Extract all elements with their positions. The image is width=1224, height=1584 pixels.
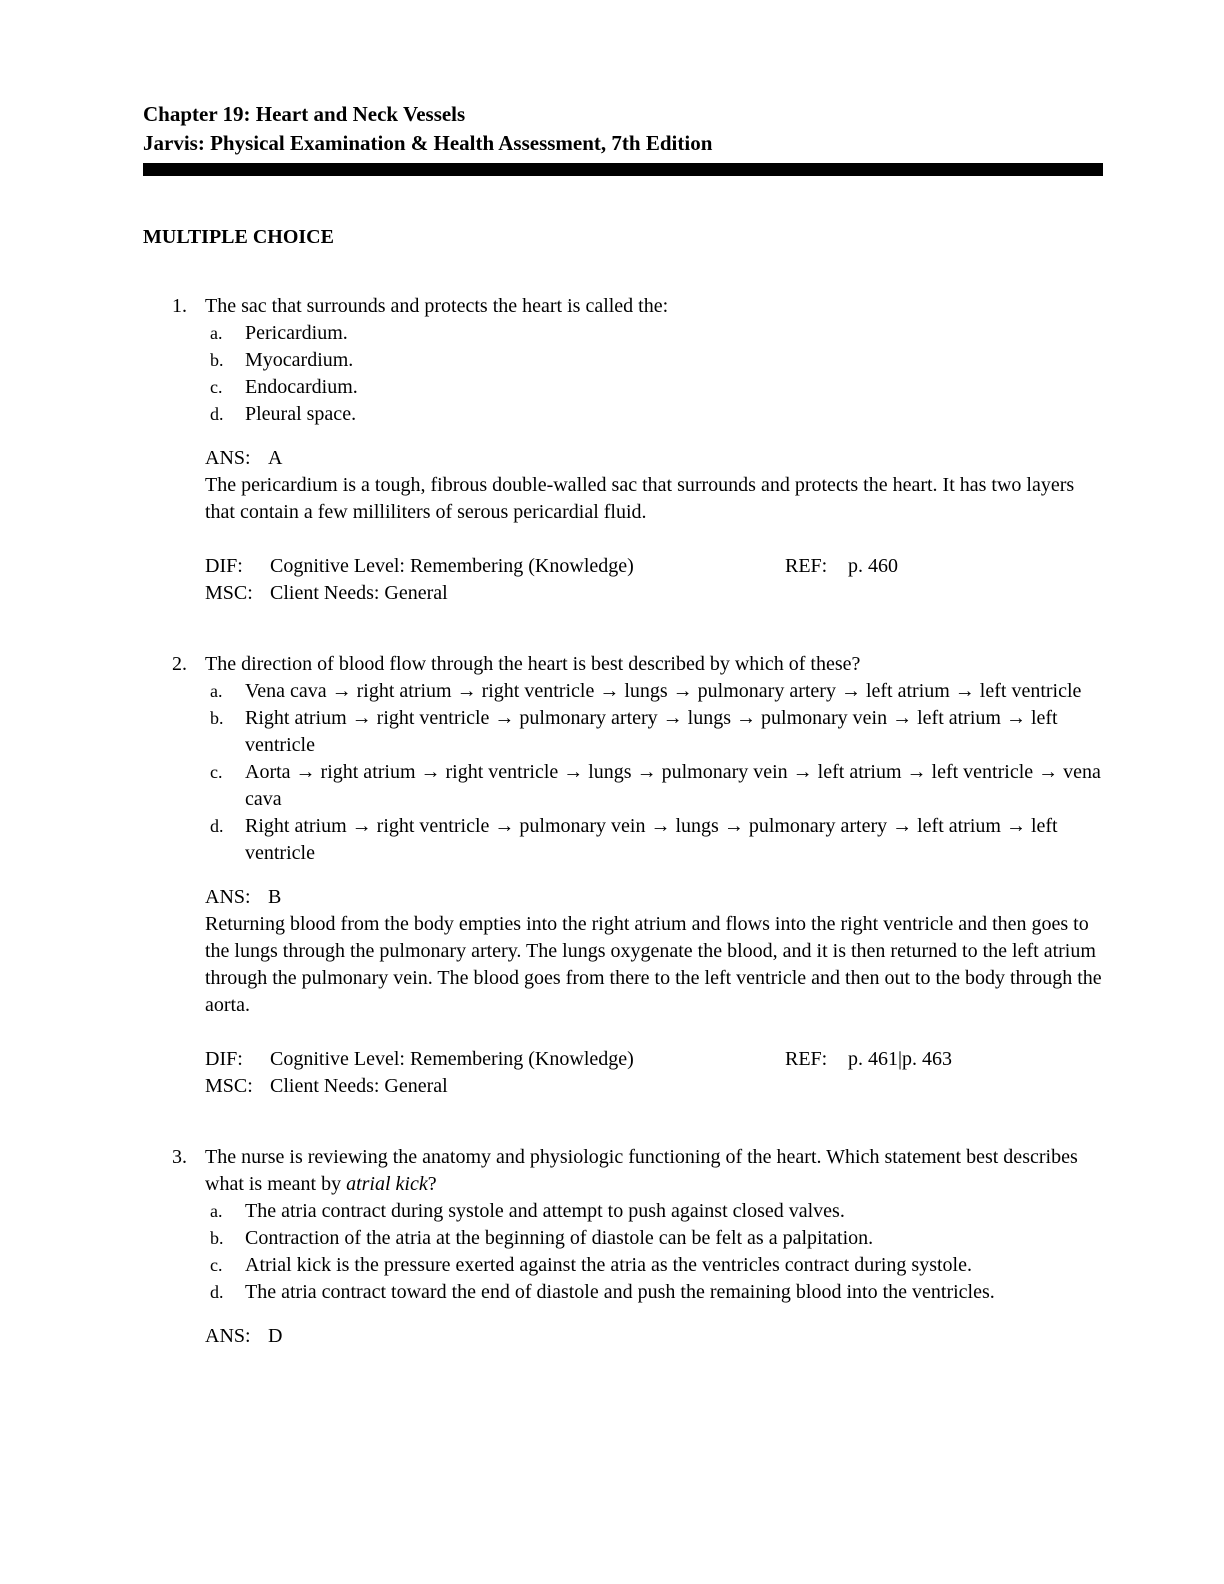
question-3: [143, 1144, 1103, 1350]
option-letter: a.: [210, 681, 223, 701]
header-divider: [143, 163, 1103, 176]
option-letter: c.: [210, 762, 223, 782]
option-letter: b.: [210, 708, 224, 728]
question-meta: [205, 553, 1103, 607]
answer-value: D: [268, 1325, 283, 1347]
option-text: Aorta → right atrium → right ventricle → lungs → pulmonary vein → left atrium → left ventricle → vena cava: [245, 761, 1101, 810]
option-b: [210, 1225, 1103, 1252]
question-number: 3.: [172, 1146, 187, 1168]
option-letter: a.: [210, 323, 223, 343]
option-a: [210, 320, 1103, 347]
rationale-text: Returning blood from the body empties into the right atrium and flows into the right ventricle and then goes to the lungs through the pulmonary artery. The lungs oxygenate the blood, and it is then returned to the left atrium through the pulmonary vein. The blood goes from there to the left ventricle and then out to the body through the aorta.: [205, 913, 1102, 1016]
dif-value: Cognitive Level: Remembering (Knowledge): [270, 555, 634, 577]
question-stem: The direction of blood flow through the heart is best described by which of these?: [205, 653, 861, 675]
question-number: 1.: [172, 295, 187, 317]
answer-line: [205, 1323, 1103, 1350]
section-title: MULTIPLE CHOICE: [143, 226, 334, 248]
option-text: The atria contract during systole and attempt to push against closed valves.: [245, 1200, 845, 1222]
option-letter: d.: [210, 404, 224, 424]
option-d: [210, 401, 1103, 428]
dif-value: Cognitive Level: Remembering (Knowledge): [270, 1048, 634, 1070]
question-2: [143, 651, 1103, 1100]
question-stem-row: [143, 1144, 1103, 1198]
option-letter: c.: [210, 377, 223, 397]
option-letter: d.: [210, 1282, 224, 1302]
answer-line: [205, 445, 1103, 472]
question-number: 2.: [172, 653, 187, 675]
answer-value: B: [268, 886, 282, 908]
option-letter: b.: [210, 350, 224, 370]
options-list: [210, 1198, 1103, 1306]
option-text: Pericardium.: [245, 322, 348, 344]
ref-value: p. 460: [848, 555, 898, 577]
book-title: Jarvis: Physical Examination & Health Assessment, 7th Edition: [143, 131, 713, 155]
ref-label: REF:: [785, 1048, 828, 1070]
msc-value: Client Needs: General: [270, 582, 448, 604]
option-text: Atrial kick is the pressure exerted against the atria as the ventricles contract during systole.: [245, 1254, 972, 1276]
msc-row: [205, 580, 1103, 607]
document-header: [143, 100, 1103, 176]
msc-label: MSC:: [205, 1075, 253, 1097]
option-text: Myocardium.: [245, 349, 354, 371]
option-text: Vena cava → right atrium → right ventricle → lungs → pulmonary artery → left atrium → left ventricle: [245, 680, 1082, 702]
option-letter: a.: [210, 1201, 223, 1221]
stem-text: The nurse is reviewing the anatomy and physiologic functioning of the heart. Which statement best describes what is meant by: [205, 1146, 1078, 1195]
option-c: [210, 759, 1103, 813]
option-a: [210, 1198, 1103, 1225]
answer-block: [205, 445, 1103, 526]
msc-value: Client Needs: General: [270, 1075, 448, 1097]
chapter-title: Chapter 19: Heart and Neck Vessels: [143, 102, 466, 126]
option-text: Right atrium → right ventricle → pulmonary vein → lungs → pulmonary artery → left atrium → left ventricle: [245, 815, 1058, 864]
question-stem: [205, 1144, 1103, 1198]
option-text: The atria contract toward the end of diastole and push the remaining blood into the ventricles.: [245, 1281, 995, 1303]
question-stem-row: [143, 293, 1103, 320]
option-d: [210, 1279, 1103, 1306]
ref-label: REF:: [785, 555, 828, 577]
rationale-text: The pericardium is a tough, fibrous double-walled sac that surrounds and protects the heart. It has two layers that contain a few milliliters of serous pericardial fluid.: [205, 474, 1075, 523]
answer-label: ANS:: [205, 1325, 251, 1347]
question-1: [143, 293, 1103, 607]
dif-ref-row: [205, 553, 1103, 580]
option-text: Contraction of the atria at the beginning of diastole can be felt as a palpitation.: [245, 1227, 874, 1249]
option-letter: d.: [210, 816, 224, 836]
option-d: [210, 813, 1103, 867]
answer-label: ANS:: [205, 886, 251, 908]
answer-label: ANS:: [205, 447, 251, 469]
answer-block: [205, 884, 1103, 1019]
dif-label: DIF:: [205, 1048, 243, 1070]
stem-italic-term: atrial kick: [346, 1173, 428, 1195]
ref-value: p. 461|p. 463: [848, 1048, 953, 1070]
answer-value: A: [268, 447, 283, 469]
option-a: [210, 678, 1103, 705]
options-list: [210, 678, 1103, 867]
option-text: Endocardium.: [245, 376, 358, 398]
question-stem: The sac that surrounds and protects the heart is called the:: [205, 295, 669, 317]
options-list: [210, 320, 1103, 428]
dif-ref-row: [205, 1046, 1103, 1073]
msc-label: MSC:: [205, 582, 253, 604]
dif-label: DIF:: [205, 555, 243, 577]
answer-block: [205, 1323, 1103, 1350]
option-c: [210, 374, 1103, 401]
option-letter: c.: [210, 1255, 223, 1275]
option-b: [210, 347, 1103, 374]
option-letter: b.: [210, 1228, 224, 1248]
option-b: [210, 705, 1103, 759]
question-meta: [205, 1046, 1103, 1100]
option-text: Right atrium → right ventricle → pulmonary artery → lungs → pulmonary vein → left atrium → left ventricle: [245, 707, 1058, 756]
question-stem-row: [143, 651, 1103, 678]
msc-row: [205, 1073, 1103, 1100]
answer-line: [205, 884, 1103, 911]
option-c: [210, 1252, 1103, 1279]
stem-text: ?: [427, 1173, 437, 1195]
option-text: Pleural space.: [245, 403, 357, 425]
